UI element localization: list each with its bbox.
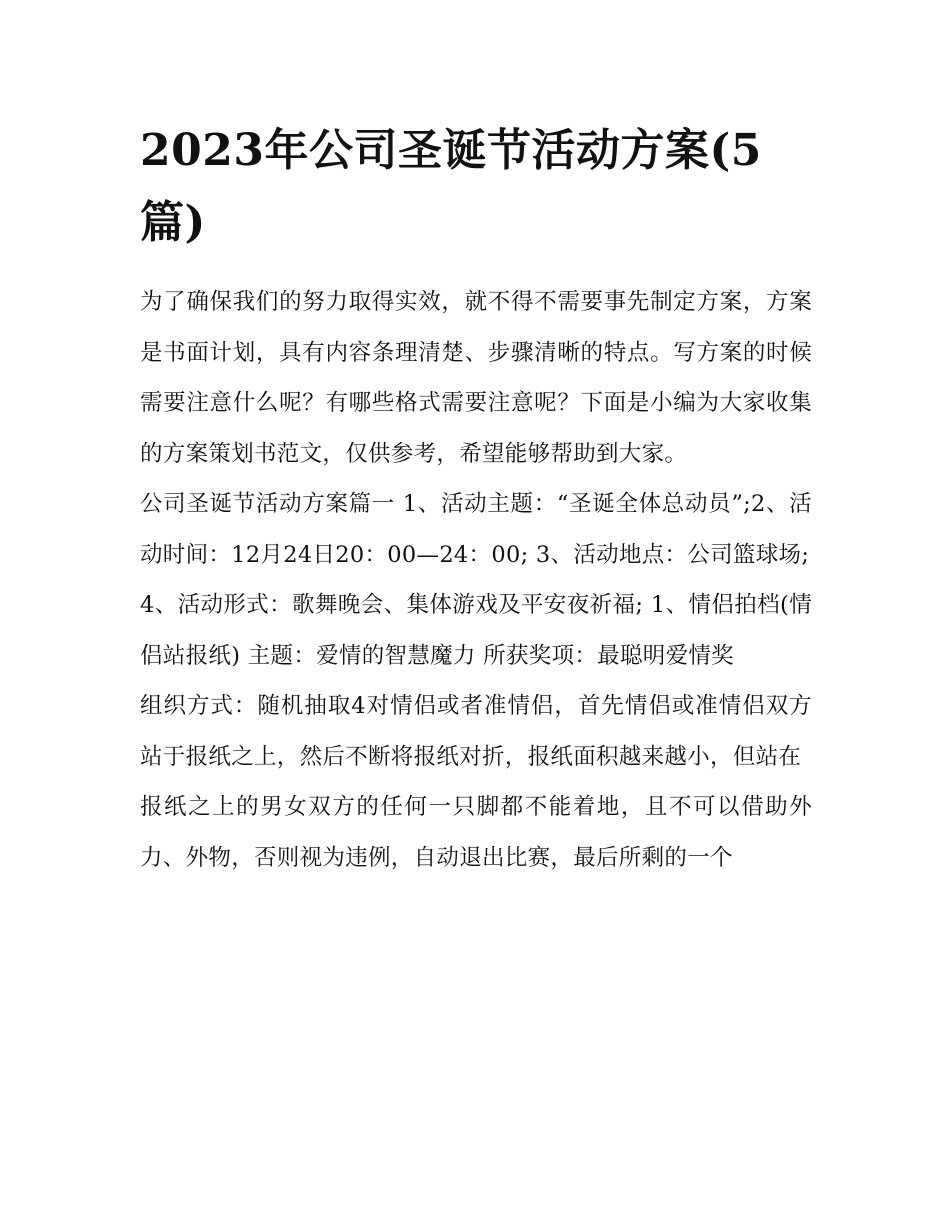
paragraph-rules: 报纸之上的男女双方的任何一只脚都不能着地，且不可以借助外力、外物，否则视为违例，自动退出比赛，最后所剩的一个: [140, 794, 812, 871]
paragraph-organization: 组织方式：随机抽取4对情侣或者准情侣，首先情侣或准情侣双方站于报纸之上，然后不断将报纸对折，报纸面积越来越小，但站在: [140, 693, 812, 770]
paragraph-theme-time-place: 公司圣诞节活动方案篇一 1、活动主题：“圣诞全体总动员”;2、活动时间：12月24日20：00—24：00; 3、活动地点：公司篮球场;: [140, 491, 812, 568]
document-title: 2023年公司圣诞节活动方案(5篇): [140, 125, 762, 248]
paragraph-intro: 为了确保我们的努力取得实效，就不得不需要事先制定方案，方案是书面计划，具有内容条理清楚、步骤清晰的特点。写方案的时候需要注意什么呢？有哪些格式需要注意呢？下面是小编为大家收集的方案策划书范文，仅供参考，希望能够帮助到大家。: [140, 289, 812, 467]
paragraph-format: 4、活动形式：歌舞晚会、集体游戏及平安夜祈福; 1、情侣拍档(情侣站报纸) 主题：爱情的智慧魔力 所获奖项：最聪明爱情奖: [140, 592, 812, 669]
document-page: [140, 115, 812, 883]
